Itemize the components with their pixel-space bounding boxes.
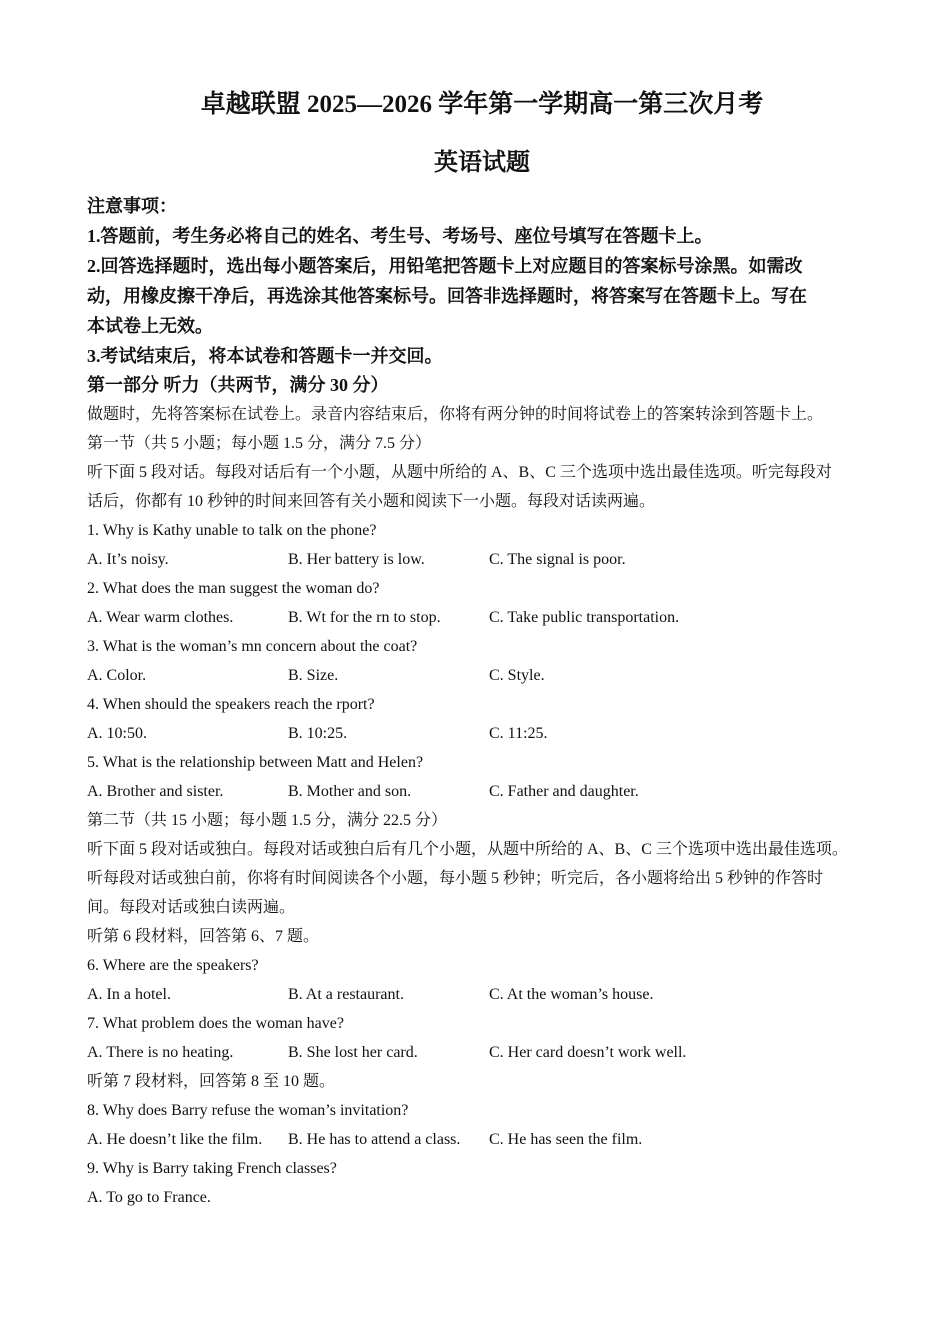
option-a: A. In a hotel. [87, 986, 171, 1003]
option-a: A. It’s noisy. [87, 551, 169, 568]
question-2: 2. What does the man suggest the woman do? [87, 580, 380, 597]
section2-instruction-line-3: 间。每段对话或独白读两遍。 [87, 899, 296, 916]
section2-heading: 第二节（共 15 小题；每小题 1.5 分，满分 22.5 分） [87, 812, 448, 829]
option-c: C. Style. [489, 667, 545, 684]
question-1: 1. Why is Kathy unable to talk on the phone? [87, 522, 377, 539]
notice-block [87, 191, 877, 371]
option-c: C. The signal is poor. [489, 551, 626, 568]
option-a: A. There is no heating. [87, 1044, 234, 1061]
option-a: A. Color. [87, 667, 147, 684]
option-c: C. Take public transportation. [489, 609, 680, 626]
option-c: C. Her card doesn’t work well. [489, 1044, 687, 1061]
option-c: C. At the woman’s house. [489, 986, 654, 1003]
section1-instruction-line-1: 听下面 5 段对话。每段对话后有一个小题，从题中所给的 A、B、C 三个选项中选出最佳选项。听完每段对 [87, 464, 832, 481]
question-4: 4. When should the speakers reach the rport? [87, 696, 375, 713]
question-8-options [87, 1125, 877, 1154]
option-a: A. Brother and sister. [87, 783, 224, 800]
question-6: 6. Where are the speakers? [87, 957, 259, 974]
question-9: 9. Why is Barry taking French classes? [87, 1160, 337, 1177]
notice-item-1: 1.答题前，考生务必将自己的姓名、考生号、考场号、座位号填写在答题卡上。 [87, 226, 713, 246]
option-b: B. He has to attend a class. [288, 1131, 461, 1148]
option-b: B. Wt for the rn to stop. [288, 609, 441, 626]
option-b: B. She lost her card. [288, 1044, 418, 1061]
section2-instruction-line-2: 听每段对话或独白前，你将有时间阅读各个小题，每小题 5 秒钟；听完后，各小题将给出 5 秒钟的作答时 [87, 870, 824, 887]
option-b: B. 10:25. [288, 725, 348, 742]
section1-instruction-line-2: 话后，你都有 10 秒钟的时间来回答有关小题和阅读下一小题。每段对话读两遍。 [87, 493, 656, 510]
option-b: B. Her battery is low. [288, 551, 425, 568]
question-1-options [87, 545, 877, 574]
question-3-options [87, 661, 877, 690]
part1-heading: 第一部分 听力（共两节，满分 30 分） [87, 375, 389, 395]
option-b: B. At a restaurant. [288, 986, 404, 1003]
notice-item-2-line-2: 动，用橡皮擦干净后，再选涂其他答案标号。回答非选择题时，将答案写在答题卡上。写在 [87, 286, 807, 306]
option-c: C. Father and daughter. [489, 783, 639, 800]
question-9-options [87, 1183, 877, 1212]
question-5: 5. What is the relationship between Matt and Helen? [87, 754, 424, 771]
section1-heading: 第一节（共 5 小题；每小题 1.5 分，满分 7.5 分） [87, 435, 432, 452]
notice-item-2-line-1: 2.回答选择题时，选出每小题答案后，用铅笔把答题卡上对应题目的答案标号涂黑。如需改 [87, 256, 803, 276]
option-a: A. Wear warm clothes. [87, 609, 234, 626]
question-4-options [87, 719, 877, 748]
question-8: 8. Why does Barry refuse the woman’s invitation? [87, 1102, 409, 1119]
question-3: 3. What is the woman’s mn concern about the coat? [87, 638, 418, 655]
exam-subtitle: 英语试题 [434, 150, 530, 176]
option-c: C. 11:25. [489, 725, 548, 742]
option-a: A. He doesn’t like the film. [87, 1131, 263, 1148]
exam-title: 卓越联盟 2025—2026 学年第一学期高一第三次月考 [200, 91, 764, 118]
question-7: 7. What problem does the woman have? [87, 1015, 344, 1032]
question-2-options [87, 603, 877, 632]
notice-item-2-line-3: 本试卷上无效。 [87, 316, 213, 336]
question-6-options [87, 980, 877, 1009]
exam-page [87, 86, 877, 1212]
part1-instruction: 做题时，先将答案标在试卷上。录音内容结束后，你将有两分钟的时间将试卷上的答案转涂到答题卡上。 [87, 406, 824, 423]
material-7-label: 听第 7 段材料，回答第 8 至 10 题。 [87, 1073, 336, 1090]
option-a: A. To go to France. [87, 1189, 211, 1206]
option-c: C. He has seen the film. [489, 1131, 643, 1148]
question-5-options [87, 777, 877, 806]
option-b: B. Size. [288, 667, 339, 684]
material-6-label: 听第 6 段材料，回答第 6、7 题。 [87, 928, 320, 945]
section2-instruction-line-1: 听下面 5 段对话或独白。每段对话或独白后有几个小题，从题中所给的 A、B、C 三个选项中选出最佳选项。 [87, 841, 848, 858]
option-a: A. 10:50. [87, 725, 147, 742]
notice-item-3: 3.考试结束后，将本试卷和答题卡一并交回。 [87, 346, 443, 366]
question-7-options [87, 1038, 877, 1067]
option-b: B. Mother and son. [288, 783, 412, 800]
notice-heading: 注意事项： [87, 196, 177, 216]
